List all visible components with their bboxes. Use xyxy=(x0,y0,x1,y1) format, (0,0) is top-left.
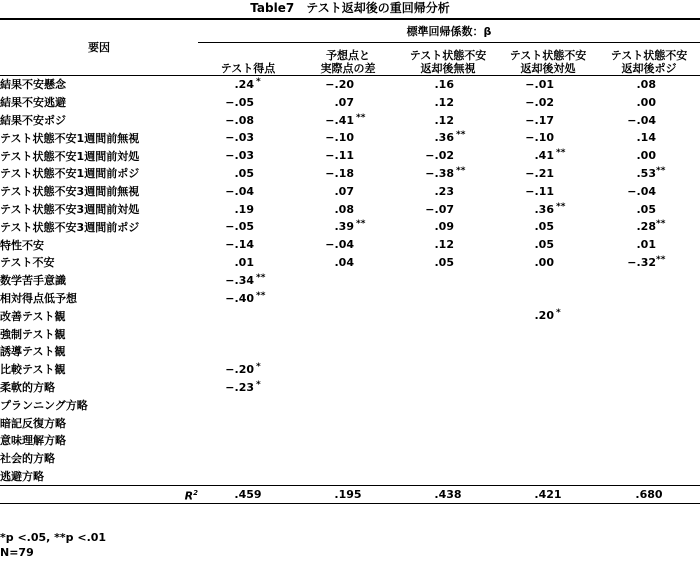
table-row xyxy=(0,396,700,414)
coefficient-cell xyxy=(498,112,598,130)
coefficient-cell xyxy=(298,272,398,290)
coefficient-cell xyxy=(398,432,498,450)
coefficient-cell xyxy=(598,112,700,130)
coefficient-value: −.03 xyxy=(225,149,254,163)
coefficient-cell xyxy=(298,432,398,450)
coefficient-value: −.05 xyxy=(225,220,254,234)
coefficient-cell xyxy=(198,94,298,112)
table-row xyxy=(0,361,700,379)
coefficient-value: .05 xyxy=(534,238,554,252)
significance-mark: ** xyxy=(356,112,366,123)
column-header xyxy=(298,43,398,76)
coefficient-value: −.10 xyxy=(525,131,554,145)
coefficient-cell xyxy=(498,94,598,112)
coefficient-value: −.32 xyxy=(627,255,656,269)
coefficient-cell xyxy=(598,468,700,486)
coefficient-value: .00 xyxy=(636,95,656,109)
coefficient-cell xyxy=(198,165,298,183)
coefficient-cell xyxy=(598,165,700,183)
coefficient-cell xyxy=(198,76,298,94)
coefficient-cell xyxy=(298,325,398,343)
coefficient-cell xyxy=(598,201,700,219)
coefficient-value: .05 xyxy=(234,166,254,180)
coefficient-cell xyxy=(198,361,298,379)
coefficient-cell xyxy=(298,414,398,432)
coefficient-value: .20 xyxy=(534,309,554,323)
significance-mark: * xyxy=(256,77,261,87)
factor-label: 比較テスト観 xyxy=(0,363,66,377)
coefficient-cell xyxy=(498,236,598,254)
table-row xyxy=(0,414,700,432)
coefficient-cell xyxy=(398,94,498,112)
coefficient-cell xyxy=(198,183,298,201)
coefficient-value: .41 xyxy=(534,149,554,163)
coefficient-cell xyxy=(198,290,298,308)
coefficient-value: .39 xyxy=(334,220,354,234)
factor-column-header: 要因 xyxy=(0,20,198,76)
coefficient-value: −.04 xyxy=(225,184,254,198)
coefficient-value: −.02 xyxy=(525,95,554,109)
coefficient-cell xyxy=(298,450,398,468)
column-header xyxy=(598,43,700,76)
coefficient-cell xyxy=(198,432,298,450)
column-header-line1: テスト状態不安 xyxy=(610,49,688,62)
significance-mark: ** xyxy=(456,130,466,141)
coefficient-cell xyxy=(398,272,498,290)
table-row xyxy=(0,201,700,219)
table-row xyxy=(0,343,700,361)
coefficient-cell xyxy=(498,361,598,379)
factor-label: 相対得点低予想 xyxy=(0,291,77,305)
significance-mark: * xyxy=(556,308,561,319)
coefficient-cell xyxy=(298,379,398,397)
table-row xyxy=(0,450,700,468)
coefficient-cell xyxy=(398,361,498,379)
coefficient-cell xyxy=(498,254,598,272)
coefficient-cell xyxy=(198,468,298,486)
table-row xyxy=(0,112,700,130)
coefficient-cell xyxy=(298,94,398,112)
column-header-line2: テスト得点 xyxy=(220,62,276,75)
table-row xyxy=(0,325,700,343)
coefficient-value: .12 xyxy=(434,238,454,252)
factor-label: 数学苦手意識 xyxy=(0,274,66,288)
significance-mark: ** xyxy=(356,219,366,230)
coefficient-cell xyxy=(198,396,298,414)
coefficient-value: −.18 xyxy=(325,166,354,180)
coefficient-value: −.05 xyxy=(225,95,254,109)
coefficient-value: .16 xyxy=(434,78,454,91)
coefficient-value: −.01 xyxy=(525,78,554,91)
coefficient-value: −.11 xyxy=(325,149,354,163)
factor-label: 暗記反復方略 xyxy=(0,416,66,430)
table-row xyxy=(0,147,700,165)
table-row xyxy=(0,272,700,290)
coefficient-cell xyxy=(498,432,598,450)
coefficient-value: −.14 xyxy=(225,238,254,252)
coefficient-cell xyxy=(198,414,298,432)
coefficient-cell xyxy=(398,396,498,414)
coefficient-cell xyxy=(598,379,700,397)
factor-label: 強制テスト観 xyxy=(0,327,66,341)
coefficient-value: .05 xyxy=(636,202,656,216)
factor-label: 結果不安ポジ xyxy=(0,113,66,127)
coefficient-value: .36 xyxy=(434,131,454,145)
coefficient-cell xyxy=(598,94,700,112)
coefficient-cell xyxy=(498,272,598,290)
significance-mark: ** xyxy=(656,165,666,176)
factor-label: 特性不安 xyxy=(0,238,44,252)
column-header-line1 xyxy=(198,49,298,62)
coefficient-cell xyxy=(198,236,298,254)
significance-mark: ** xyxy=(256,272,266,283)
table-row xyxy=(0,236,700,254)
coefficient-cell xyxy=(498,343,598,361)
coefficient-cell xyxy=(398,414,498,432)
coefficient-cell xyxy=(598,414,700,432)
table-row xyxy=(0,290,700,308)
r-squared-value: .459 xyxy=(198,486,298,504)
coefficient-value: −.23 xyxy=(225,380,254,394)
coefficient-value: −.17 xyxy=(525,113,554,127)
coefficient-cell xyxy=(598,236,700,254)
column-header-line2: 返却後無視 xyxy=(420,62,476,75)
coefficient-value: .12 xyxy=(434,95,454,109)
coefficient-cell xyxy=(598,343,700,361)
coefficient-cell xyxy=(298,307,398,325)
column-header xyxy=(498,43,598,76)
column-header-line1: 予想点と xyxy=(326,49,370,62)
coefficient-value: .08 xyxy=(636,78,656,91)
coefficient-value: −.20 xyxy=(225,362,254,376)
coefficient-value: .01 xyxy=(234,255,254,269)
coefficient-cell xyxy=(598,129,700,147)
r-squared-label: $R^2$ xyxy=(0,486,198,504)
factor-label: 結果不安懸念 xyxy=(0,78,66,92)
coefficient-value: −.21 xyxy=(525,166,554,180)
coefficient-cell xyxy=(198,343,298,361)
coefficient-cell xyxy=(498,325,598,343)
coefficient-cell xyxy=(298,468,398,486)
table-row xyxy=(0,129,700,147)
coefficient-cell xyxy=(498,129,598,147)
coefficient-cell xyxy=(498,307,598,325)
r-squared-value: .421 xyxy=(498,486,598,504)
table-row xyxy=(0,76,700,94)
significance-mark: ** xyxy=(456,165,466,176)
regression-table xyxy=(0,18,700,504)
coefficient-value: −.11 xyxy=(525,184,554,198)
coefficient-cell xyxy=(398,76,498,94)
column-header-line2: 実際点の差 xyxy=(320,62,376,75)
coefficient-value: .08 xyxy=(334,202,354,216)
coefficient-cell xyxy=(598,325,700,343)
coefficient-cell xyxy=(398,201,498,219)
coefficient-cell xyxy=(198,147,298,165)
coefficient-cell xyxy=(398,254,498,272)
coefficient-cell xyxy=(498,218,598,236)
significance-mark: ** xyxy=(256,290,266,301)
coefficient-cell xyxy=(598,361,700,379)
coefficient-cell xyxy=(298,76,398,94)
factor-label: テスト状態不安1週間前対処 xyxy=(0,149,140,163)
column-header-line2: 返却後ポジ xyxy=(621,62,677,75)
significance-mark: * xyxy=(256,379,261,390)
coefficient-value: .12 xyxy=(434,113,454,127)
coefficient-cell xyxy=(298,361,398,379)
coefficient-cell xyxy=(598,396,700,414)
table-row xyxy=(0,254,700,272)
coefficient-cell xyxy=(498,183,598,201)
coefficient-value: −.40 xyxy=(225,291,254,305)
table-row xyxy=(0,432,700,450)
coefficient-value: .00 xyxy=(636,149,656,163)
coefficient-value: .28 xyxy=(636,220,656,234)
factor-label: テスト不安 xyxy=(0,256,55,270)
factor-label: 改善テスト観 xyxy=(0,309,66,323)
coefficient-cell xyxy=(298,112,398,130)
r-squared-value: .438 xyxy=(398,486,498,504)
coefficient-value: .05 xyxy=(434,255,454,269)
coefficient-cell xyxy=(398,147,498,165)
coefficient-cell xyxy=(398,325,498,343)
coefficient-value: −.41 xyxy=(325,113,354,127)
coefficient-cell xyxy=(498,165,598,183)
coefficient-cell xyxy=(198,112,298,130)
coefficient-value: .23 xyxy=(434,184,454,198)
coefficient-value: −.10 xyxy=(325,131,354,145)
significance-mark: ** xyxy=(556,201,566,212)
coefficient-cell xyxy=(398,218,498,236)
coefficient-cell xyxy=(298,254,398,272)
coefficient-cell xyxy=(198,201,298,219)
coefficient-value: −.04 xyxy=(325,238,354,252)
coefficient-cell xyxy=(298,236,398,254)
factor-label: テスト状態不安3週間前無視 xyxy=(0,185,140,199)
column-header-line1: テスト状態不安 xyxy=(409,49,487,62)
factor-label: 逃避方略 xyxy=(0,469,44,483)
coefficient-value: −.03 xyxy=(225,131,254,145)
significance-mark: ** xyxy=(656,254,666,265)
r-squared-value: .195 xyxy=(298,486,398,504)
coefficient-cell xyxy=(498,468,598,486)
coefficient-cell xyxy=(598,218,700,236)
coefficient-cell xyxy=(398,379,498,397)
coefficient-cell xyxy=(598,147,700,165)
coefficient-value: .07 xyxy=(334,95,354,109)
coefficient-value: .05 xyxy=(534,220,554,234)
factor-label: テスト状態不安1週間前ポジ xyxy=(0,167,140,181)
coefficient-value: .00 xyxy=(534,255,554,269)
coefficient-cell xyxy=(398,450,498,468)
table-row xyxy=(0,468,700,486)
coefficient-cell xyxy=(298,201,398,219)
coefficient-cell xyxy=(398,307,498,325)
coefficient-cell xyxy=(298,165,398,183)
coefficient-value: .07 xyxy=(334,184,354,198)
coefficient-cell xyxy=(298,147,398,165)
coefficient-value: −.20 xyxy=(325,78,354,91)
beta-header: 標準回帰係数：β xyxy=(198,20,700,43)
coefficient-cell xyxy=(498,147,598,165)
coefficient-value: −.08 xyxy=(225,113,254,127)
table-row xyxy=(0,379,700,397)
coefficient-cell xyxy=(198,272,298,290)
coefficient-value: −.07 xyxy=(425,202,454,216)
r-squared-value: .680 xyxy=(598,486,700,504)
coefficient-cell xyxy=(598,450,700,468)
coefficient-cell xyxy=(298,396,398,414)
coefficient-cell xyxy=(498,379,598,397)
table-row xyxy=(0,183,700,201)
coefficient-cell xyxy=(598,254,700,272)
significance-mark: ** xyxy=(656,219,666,230)
significance-mark: ** xyxy=(556,148,566,159)
coefficient-value: −.04 xyxy=(627,184,656,198)
coefficient-cell xyxy=(298,343,398,361)
coefficient-value: .04 xyxy=(334,255,354,269)
coefficient-cell xyxy=(598,183,700,201)
column-header xyxy=(398,43,498,76)
coefficient-cell xyxy=(198,325,298,343)
factor-label: テスト状態不安3週間前対処 xyxy=(0,202,140,216)
table-row xyxy=(0,307,700,325)
coefficient-cell xyxy=(298,290,398,308)
coefficient-cell xyxy=(398,129,498,147)
coefficient-value: .24 xyxy=(234,78,254,91)
factor-label: テスト状態不安1週間前無視 xyxy=(0,131,140,145)
coefficient-cell xyxy=(398,183,498,201)
coefficient-value: .01 xyxy=(636,238,656,252)
factor-label: 結果不安逃避 xyxy=(0,96,66,110)
significance-note: *p <.05, **p <.01 xyxy=(0,531,107,544)
coefficient-cell xyxy=(198,307,298,325)
coefficient-cell xyxy=(198,450,298,468)
coefficient-cell xyxy=(198,218,298,236)
factor-label: 社会的方略 xyxy=(0,452,55,466)
coefficient-cell xyxy=(598,76,700,94)
coefficient-cell xyxy=(598,290,700,308)
coefficient-cell xyxy=(498,201,598,219)
coefficient-value: .14 xyxy=(636,131,656,145)
coefficient-value: −.38 xyxy=(425,166,454,180)
coefficient-cell xyxy=(298,218,398,236)
factor-label: 意味理解方略 xyxy=(0,434,66,448)
table-row xyxy=(0,218,700,236)
table-notes xyxy=(0,530,106,560)
coefficient-value: −.02 xyxy=(425,149,454,163)
coefficient-cell xyxy=(398,468,498,486)
coefficient-cell xyxy=(498,450,598,468)
coefficient-cell xyxy=(498,290,598,308)
coefficient-cell xyxy=(398,343,498,361)
table-title: Table7 テスト返却後の重回帰分析 xyxy=(250,1,450,15)
factor-label: テスト状態不安3週間前ポジ xyxy=(0,220,140,234)
coefficient-value: −.34 xyxy=(225,273,254,287)
column-header xyxy=(198,43,298,76)
column-header-line2: 返却後対処 xyxy=(520,62,576,75)
coefficient-cell xyxy=(298,183,398,201)
coefficient-cell xyxy=(198,379,298,397)
factor-label: プランニング方略 xyxy=(0,398,88,412)
coefficient-cell xyxy=(598,272,700,290)
coefficient-value: .53 xyxy=(636,166,656,180)
coefficient-cell xyxy=(598,307,700,325)
sample-size-note: N=79 xyxy=(0,546,34,559)
coefficient-cell xyxy=(198,254,298,272)
coefficient-cell xyxy=(398,112,498,130)
coefficient-cell xyxy=(398,165,498,183)
coefficient-cell xyxy=(498,396,598,414)
table-row xyxy=(0,165,700,183)
coefficient-value: −.04 xyxy=(627,113,656,127)
coefficient-cell xyxy=(398,236,498,254)
coefficient-cell xyxy=(498,76,598,94)
coefficient-cell xyxy=(498,414,598,432)
significance-mark: * xyxy=(256,361,261,372)
coefficient-cell xyxy=(398,290,498,308)
table-row xyxy=(0,94,700,112)
column-header-line1: テスト状態不安 xyxy=(509,49,587,62)
factor-label: 誘導テスト観 xyxy=(0,345,66,359)
coefficient-cell xyxy=(198,129,298,147)
coefficient-value: .09 xyxy=(434,220,454,234)
coefficient-cell xyxy=(598,432,700,450)
coefficient-value: .36 xyxy=(534,202,554,216)
coefficient-cell xyxy=(298,129,398,147)
factor-label: 柔軟的方略 xyxy=(0,380,55,394)
coefficient-value: .19 xyxy=(234,202,254,216)
